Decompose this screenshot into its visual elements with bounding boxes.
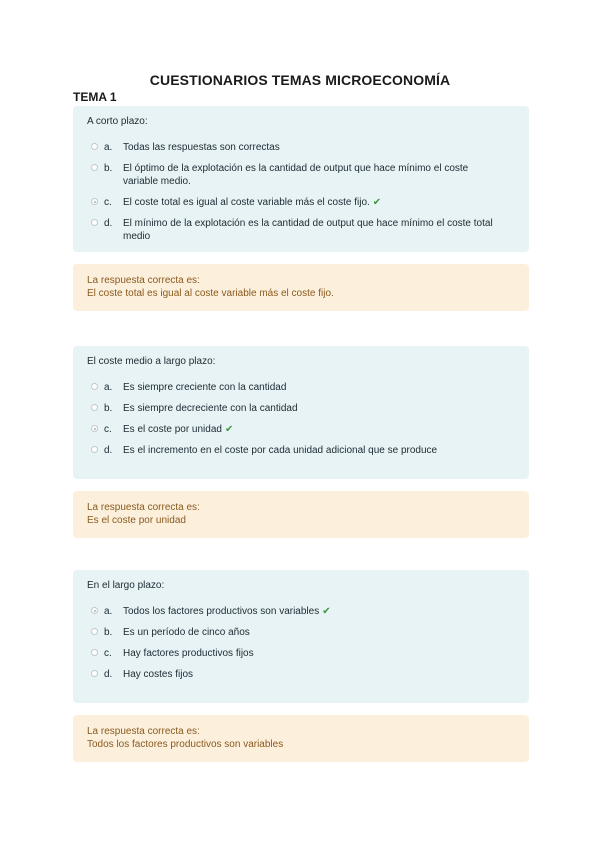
answer-option-selected[interactable] <box>87 196 515 209</box>
radio-button-checked[interactable] <box>91 198 98 205</box>
answer-option[interactable] <box>87 668 515 681</box>
radio-button[interactable] <box>91 143 98 150</box>
answer-option[interactable] <box>87 626 515 639</box>
check-icon: ✔ <box>322 606 331 617</box>
answer-label: La respuesta correcta es: <box>87 275 200 286</box>
option-text: El mínimo de la explotación es la cantidad de output que hace mínimo el coste total medio <box>123 218 493 242</box>
option-text: El óptimo de la explotación es la cantidad de output que hace mínimo el coste variable medio. <box>123 163 469 187</box>
question-prompt: A corto plazo: <box>87 116 148 127</box>
option-text: Es el incremento en el coste por cada unidad adicional que se produce <box>123 445 438 456</box>
option-text: Es un período de cinco años <box>123 627 250 638</box>
radio-button[interactable] <box>91 649 98 656</box>
question-card <box>73 106 529 252</box>
option-text: Es siempre decreciente con la cantidad <box>123 403 298 414</box>
answer-label: La respuesta correcta es: <box>87 726 200 737</box>
answer-option-selected[interactable] <box>87 423 515 436</box>
question-card <box>73 346 529 479</box>
option-letter: c. <box>104 197 112 208</box>
check-icon: ✔ <box>224 424 234 435</box>
option-letter: a. <box>104 606 113 617</box>
answer-option[interactable] <box>87 162 515 188</box>
answer-text: El coste total es igual al coste variable más el coste fijo. <box>87 288 334 299</box>
option-text: El coste total es igual al coste variable más el coste fijo. <box>123 197 370 208</box>
question-card <box>73 570 529 703</box>
radio-button[interactable] <box>91 628 98 635</box>
radio-button[interactable] <box>91 670 98 677</box>
answer-feedback <box>73 715 529 762</box>
option-text: Es el coste por unidad <box>123 424 222 435</box>
option-letter: c. <box>104 424 112 435</box>
option-letter: d. <box>104 218 113 229</box>
answer-option[interactable] <box>87 217 515 243</box>
radio-button[interactable] <box>91 404 98 411</box>
option-letter: c. <box>104 648 112 659</box>
section-heading: TEMA 1 <box>73 90 117 104</box>
answer-option[interactable] <box>87 402 515 415</box>
answer-feedback <box>73 491 529 538</box>
option-text: Hay factores productivos fijos <box>123 648 254 659</box>
question-prompt: En el largo plazo: <box>87 580 165 591</box>
option-letter: a. <box>104 382 113 393</box>
answer-text: Es el coste por unidad <box>87 515 186 526</box>
answer-option[interactable] <box>87 141 515 154</box>
check-icon: ✔ <box>372 197 382 208</box>
option-letter: d. <box>104 669 113 680</box>
answer-option[interactable] <box>87 381 515 394</box>
answer-feedback <box>73 264 529 311</box>
radio-button[interactable] <box>91 383 98 390</box>
answer-option[interactable] <box>87 444 515 457</box>
option-letter: a. <box>104 142 113 153</box>
option-letter: d. <box>104 445 113 456</box>
option-letter: b. <box>104 163 113 174</box>
radio-button-checked[interactable] <box>91 425 98 432</box>
radio-button-checked[interactable] <box>91 607 98 614</box>
option-text: Es siempre creciente con la cantidad <box>123 382 287 393</box>
answer-option[interactable] <box>87 647 515 660</box>
radio-button[interactable] <box>91 446 98 453</box>
option-letter: b. <box>104 403 113 414</box>
question-prompt: El coste medio a largo plazo: <box>87 356 216 367</box>
answer-text: Todos los factores productivos son variables <box>87 739 284 750</box>
option-text: Todos los factores productivos son variables <box>123 606 320 617</box>
option-letter: b. <box>104 627 113 638</box>
answer-option-selected[interactable] <box>87 605 515 618</box>
page-title: CUESTIONARIOS TEMAS MICROECONOMÍA <box>149 72 451 88</box>
radio-button[interactable] <box>91 164 98 171</box>
radio-button[interactable] <box>91 219 98 226</box>
option-text: Todas las respuestas son correctas <box>123 142 280 153</box>
option-text: Hay costes fijos <box>123 669 194 680</box>
answer-label: La respuesta correcta es: <box>87 502 200 513</box>
